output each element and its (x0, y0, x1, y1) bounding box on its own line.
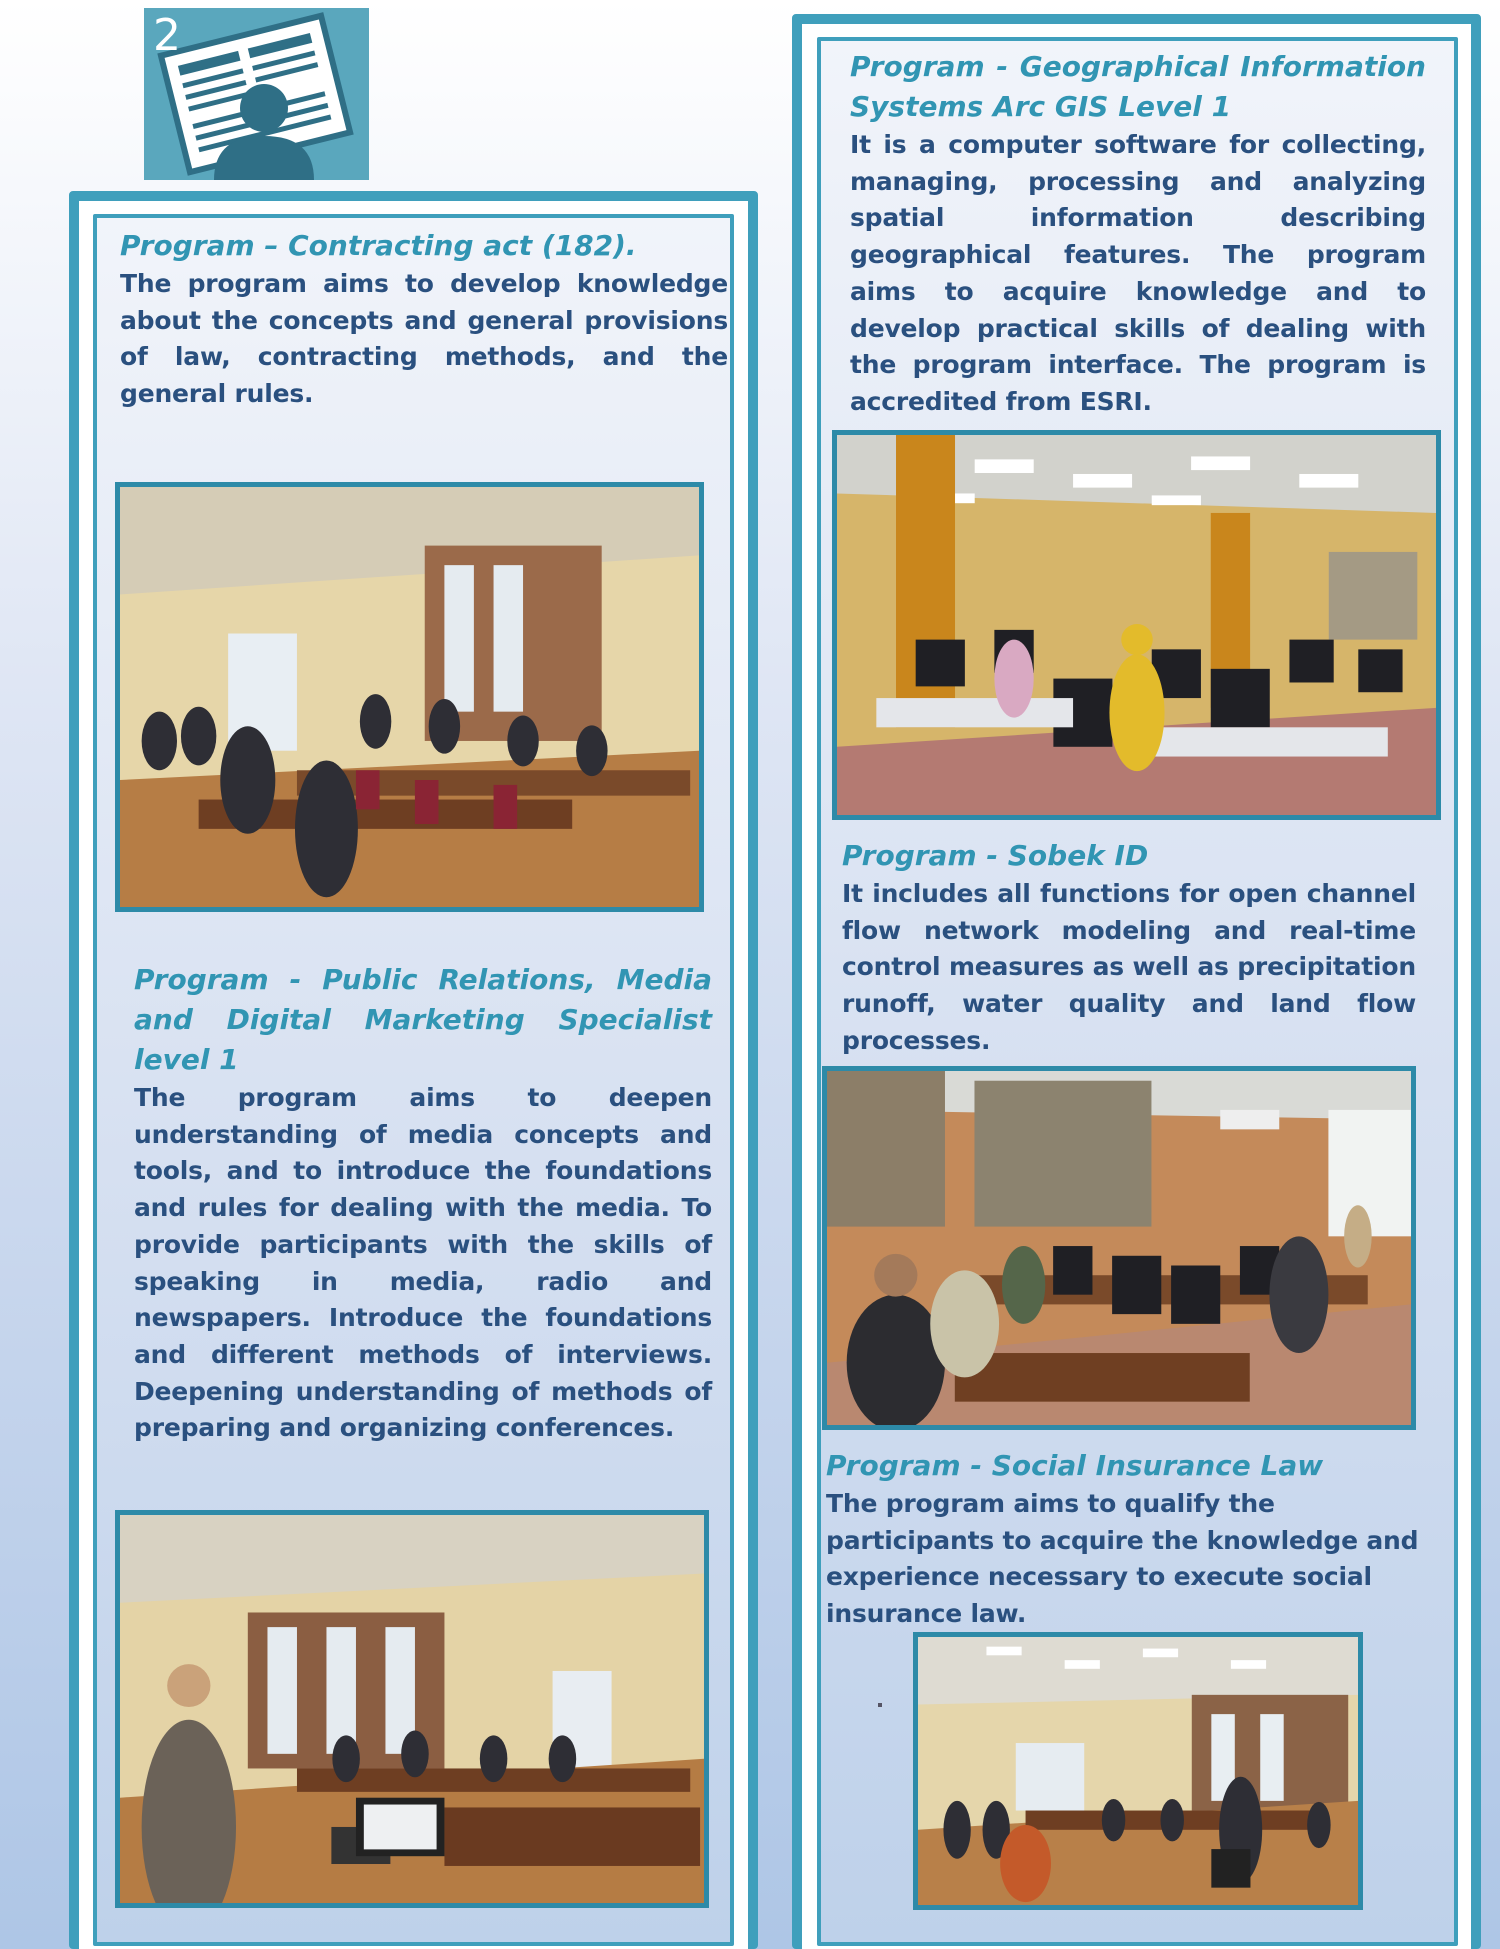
training-photo-public-relations (115, 1510, 709, 1908)
program-sobek (842, 836, 1416, 1060)
program-title: Program – Contracting act (182). (120, 229, 637, 262)
program-description: The program aims to qualify the participants to acquire the knowledge and experience necessary to execute social insurance law. (826, 1489, 1419, 1629)
program-social-insurance (826, 1446, 1438, 1633)
training-photo-contracting (115, 482, 704, 912)
training-photo-sobek (822, 1066, 1416, 1430)
program-contracting (120, 226, 728, 413)
program-title: Program - Public Relations, Media and Digital Marketing Specialist level 1 (134, 963, 712, 1076)
program-title: Program - Sobek ID (842, 839, 1149, 872)
program-title: Program - Social Insurance Law (826, 1449, 1324, 1482)
stray-mark (878, 1703, 882, 1707)
program-description: It is a computer software for collecting, managing, processing and analyzing spatial information describing geographical features. The program aims to acquire knowledge and to develop practical skills of dealing with the program interface. The program is accredited from ESRI. (850, 130, 1426, 416)
training-photo-gis (832, 430, 1441, 820)
program-title: Program - Geographical Information Systems Arc GIS Level 1 (850, 50, 1426, 123)
page-number: 2 (153, 10, 181, 61)
program-description: The program aims to develop knowledge about the concepts and general provisions of law, contracting methods, and the general rules. (120, 269, 728, 409)
program-description: It includes all functions for open channel flow network modeling and real-time control measures as well as precipitation runoff, water quality and land flow processes. (842, 879, 1416, 1055)
program-public-relations (134, 960, 712, 1447)
newspaper-badge (144, 8, 369, 180)
training-photo-social-insurance (913, 1632, 1363, 1910)
program-description: The program aims to deepen understanding of media concepts and tools, and to introduce the foundations and rules for dealing with the media. To provide participants with the skills of speaking in media, radio and newspapers. Introduce the foundations and different methods of interviews. Deepening understanding of methods of preparing and organizing conferences. (134, 1083, 712, 1443)
program-gis (850, 47, 1426, 421)
